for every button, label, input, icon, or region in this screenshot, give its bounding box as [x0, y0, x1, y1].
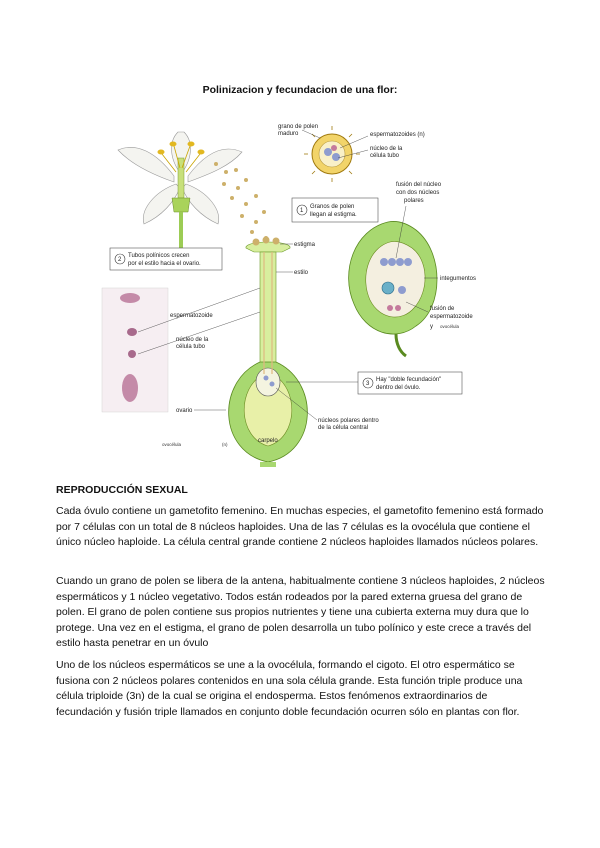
label-espermatozoide: espermatozoide — [170, 313, 213, 319]
label-fusion-esp-1: fusión de — [430, 306, 455, 312]
label-grano-polen-1: grano de polen — [278, 124, 319, 130]
section-heading: REPRODUCCIÓN SEXUAL — [56, 484, 188, 496]
pollen-grain-illustration — [302, 126, 368, 182]
paragraph-1: Cada óvulo contiene un gametofito femenino. En muchas especies, el gametofito femenino está formado por 7 células con un total de 8 núcleos haploides. Una de las 7 células es la ovocélula que contiene el único núcleo haploide. La célula central grande contiene 2 núcleos haploides llamados núcleos polares. — [56, 505, 544, 549]
label-nucleo-tubo-b2: célula tubo — [176, 344, 206, 350]
label-carpelo: carpelo — [258, 438, 278, 444]
document-title: Polinizacion y fecundacion de una flor: — [202, 84, 398, 96]
label-grano-polen-2: maduro — [278, 131, 299, 137]
step3-line1: Hay "doble fecundación" — [376, 377, 442, 383]
label-n-mark: (n) — [222, 442, 228, 447]
label-nucleo-tubo-1: núcleo de la — [370, 146, 403, 152]
label-nucleos-polares-1: núcleos polares dentro — [318, 418, 379, 424]
step3-number: 3 — [366, 381, 370, 387]
step2-line2: por el estilo hacia el ovario. — [128, 261, 201, 267]
label-fusion-esp-3: y — [430, 324, 433, 330]
pollen-dots — [214, 162, 268, 240]
step1-line1: Granos de polen — [310, 204, 355, 210]
pollination-figure — [96, 112, 496, 467]
label-fusion-esp-4: ovocélula — [440, 324, 460, 329]
ovule-illustration — [349, 221, 437, 356]
step1-line2: llegan al estigma. — [310, 212, 357, 218]
step2-number: 2 — [118, 257, 122, 263]
micrograph-panel — [102, 288, 168, 412]
label-ovario: ovario — [176, 408, 193, 414]
label-estilo: estilo — [294, 270, 309, 276]
step3-line2: dentro del óvulo. — [376, 385, 421, 391]
label-estigma: estigma — [294, 242, 316, 248]
label-fusion-2: con dos núcleos — [396, 190, 440, 196]
label-integumentos: integumentos — [440, 276, 477, 282]
paragraph-2: Cuando un grano de polen se libera de la antena, habitualmente contiene 3 núcleos haploides, 2 núcleos espermáticos y 1 núcleo vegetativo. Todos están rodeados por la pared externa gruesa del grano de polen. El grano de polen contiene sus propios nutrientes y tiene una cubierta externa muy dura que lo protege. Una vez en el estigma, el grano de polen desarrolla un tubo polínico y este crece a través del estilo hasta penetrar en un óvulo — [56, 575, 545, 650]
label-nucleos-polares-2: de la célula central — [318, 425, 369, 431]
label-fusion-1: fusión del núcleo — [396, 182, 442, 188]
pollination-diagram — [96, 112, 496, 467]
label-nucleo-tubo-2: célula tubo — [370, 153, 400, 159]
step1-number: 1 — [300, 208, 304, 214]
step2-line1: Tubos polínicos crecen — [128, 253, 190, 259]
label-fusion-esp-2: espermatozoide — [430, 314, 473, 320]
label-nucleo-tubo-b1: núcleo de la — [176, 337, 209, 343]
flower-illustration — [118, 132, 242, 262]
label-ovocelula: ovocélula — [162, 442, 182, 447]
step1-box — [292, 198, 378, 222]
label-fusion-3: polares — [404, 198, 424, 204]
paragraph-3: Uno de los núcleos espermáticos se une a la ovocélula, formando el cigoto. El otro espermático se fusiona con 2 núcleos polares contenidos en una sola célula grande. Esta función triple produce una célula triploide (3n) de la cual se origina el endosperma. Estos fenómenos extraordinarios de fecundación y fusión triple llamados en conjunto doble fecundación ocurren sólo en plantas con flor. — [56, 659, 523, 718]
label-espermatozoides: espermatozoides (n) — [370, 132, 425, 138]
